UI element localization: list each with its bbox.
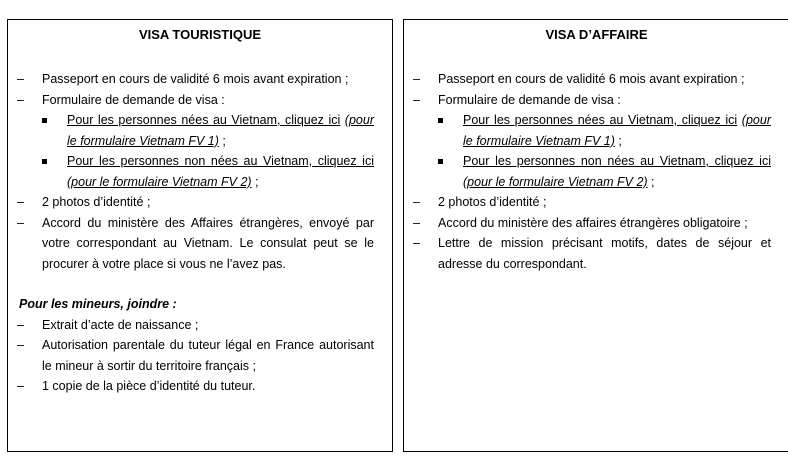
form-link-born-in-vietnam[interactable]: Pour les personnes nées au Vietnam, cliquez ici (463, 113, 738, 127)
form-link-suffix: ; (218, 133, 226, 148)
minors-heading: Pour les mineurs, joindre : (19, 297, 177, 311)
photos-requirement: – 2 photos d’identité ; (8, 192, 392, 213)
form-link-item (438, 151, 771, 192)
form-link-not-born-in-vietnam[interactable]: Pour les personnes non nées au Vietnam, cliquez ici (463, 154, 771, 168)
form-link-suffix: ; (251, 174, 259, 189)
form-link-item (438, 110, 771, 151)
ministry-accord-requirement: – Accord du ministère des Affaires étrangères, envoyé par votre correspondant au Vietnam. Le consulat peut se le procurer à votre place si vous ne l’avez pas. (8, 213, 392, 275)
passport-requirement: – Passeport en cours de validité 6 mois avant expiration ; (8, 69, 392, 90)
form-note-fv1[interactable]: (pour le formulaire Vietnam FV 1) (463, 113, 771, 148)
form-link-not-born-in-vietnam[interactable]: Pour les personnes non nées au Vietnam, cliquez ici (67, 154, 374, 168)
visa-form-links (42, 110, 374, 192)
photos-requirement: – 2 photos d’identité ; (404, 192, 788, 213)
tourist-visa-title: VISA TOURISTIQUE (138, 27, 262, 42)
form-note-fv2[interactable]: (pour le formulaire Vietnam FV 2) (67, 174, 252, 189)
minors-birth-certificate: – Extrait d’acte de naissance ; (8, 315, 392, 336)
minors-guardian-id-copy: – 1 copie de la pièce d’identité du tuteur. (8, 376, 392, 397)
mission-letter-requirement: – Lettre de mission précisant motifs, dates de séjour et adresse du correspondant. (404, 233, 788, 274)
form-link-item (42, 110, 374, 151)
form-note-fv1[interactable]: (pour le formulaire Vietnam FV 1) (67, 113, 374, 148)
visa-form-links (438, 110, 771, 192)
business-visa-title: VISA D’AFFAIRE (545, 27, 648, 42)
tourist-visa-requirements (8, 69, 392, 397)
form-link-item (42, 151, 374, 192)
ministry-accord-requirement: – Accord du ministère des affaires étrangères obligatoire ; (404, 213, 788, 234)
tourist-visa-box (7, 19, 393, 452)
form-link-born-in-vietnam[interactable]: Pour les personnes nées au Vietnam, cliquez ici (67, 113, 341, 127)
form-link-suffix: ; (614, 133, 622, 148)
form-note-fv2[interactable]: (pour le formulaire Vietnam FV 2) (463, 174, 648, 189)
form-link-suffix: ; (647, 174, 655, 189)
visa-form-label: Formulaire de demande de visa : (438, 92, 621, 107)
business-visa-box (403, 19, 788, 452)
visa-form-requirement (8, 90, 392, 193)
visa-form-requirement (404, 90, 788, 193)
minors-parental-authorization: – Autorisation parentale du tuteur légal en France autorisant le mineur à sortir du territoire français ; (8, 335, 392, 376)
business-visa-requirements (404, 69, 788, 274)
visa-form-label: Formulaire de demande de visa : (42, 92, 225, 107)
passport-requirement: – Passeport en cours de validité 6 mois avant expiration ; (404, 69, 788, 90)
